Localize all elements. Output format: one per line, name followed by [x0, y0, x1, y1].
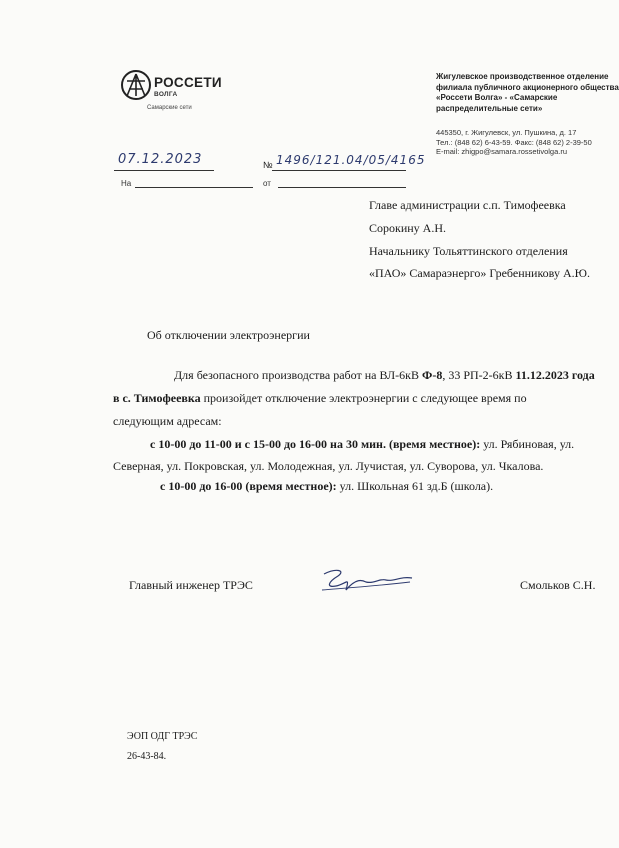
org-line: филиала публичного акционерного общества: [436, 82, 619, 92]
logo-subtitle: Самарские сети: [147, 105, 192, 111]
number-underline: [272, 170, 406, 171]
executor-department: ЭОП ОДГ ТРЭС: [127, 731, 198, 742]
contact-phone: Тел.: (848 62) 6-43-59. Факс: (848 62) 2-39-50: [436, 137, 592, 147]
outgoing-number: 1496/121.04/05/4165: [276, 153, 426, 167]
rosseti-logo-icon: [121, 70, 151, 100]
addressee-line: «ПАО» Самараэнерго» Гребенникову А.Ю.: [369, 266, 590, 280]
company-logo: [121, 70, 241, 120]
body-line-4: с 10-00 до 11-00 и с 15-00 до 16-00 на 30 мин. (время местное): ул. Рябиновая, ул.: [150, 437, 575, 451]
handwritten-signature-icon: [316, 566, 416, 598]
from-label: от: [263, 179, 271, 188]
addressee-line: Сорокину А.Н.: [369, 221, 447, 235]
org-line: распределительные сети»: [436, 103, 543, 113]
contact-address: 445350, г. Жигулевск, ул. Пушкина, д. 17: [436, 128, 577, 137]
addressee-line: Начальнику Тольяттинского отделения: [369, 244, 568, 258]
body-line-5: Северная, ул. Покровская, ул. Молодежная, ул. Лучистая, ул. Суворова, ул. Чкалова.: [113, 459, 544, 473]
number-label: №: [263, 160, 273, 170]
ref-label: На: [121, 179, 132, 188]
organization-contacts: [436, 128, 600, 157]
logo-region: ВОЛГА: [154, 91, 178, 98]
body-line-2: в с. Тимофеевка произойдет отключение электроэнергии с следующее время по: [113, 391, 527, 405]
from-underline: [278, 187, 406, 188]
ref-underline: [135, 187, 253, 188]
logo-name: РОССЕТИ: [154, 75, 222, 90]
date-underline: [114, 170, 214, 171]
executor-phone: 26-43-84.: [127, 751, 167, 762]
signatory-name: Смольков С.Н.: [520, 578, 596, 592]
signatory-position: Главный инженер ТРЭС: [129, 578, 253, 592]
outgoing-date: 07.12.2023: [118, 152, 203, 167]
org-line: Жигулевское производственное отделение: [436, 72, 609, 81]
letter-subject: Об отключении электроэнергии: [147, 328, 310, 342]
org-line: «Россети Волга» - «Самарские: [436, 93, 558, 102]
body-line-3: следующим адресам:: [113, 414, 222, 428]
body-line-6: с 10-00 до 16-00 (время местное): ул. Школьная 61 зд.Б (школа).: [160, 479, 494, 493]
addressee-line: Главе администрации с.п. Тимофеевка: [369, 198, 566, 212]
organization-header: [436, 72, 619, 114]
contact-email: E-mail: zhigpo@samara.rossetivolga.ru: [436, 147, 567, 156]
body-line-1: Для безопасного производства работ на ВЛ-6кВ Ф-8, 33 РП-2-6кВ 11.12.2023 года: [174, 368, 595, 382]
